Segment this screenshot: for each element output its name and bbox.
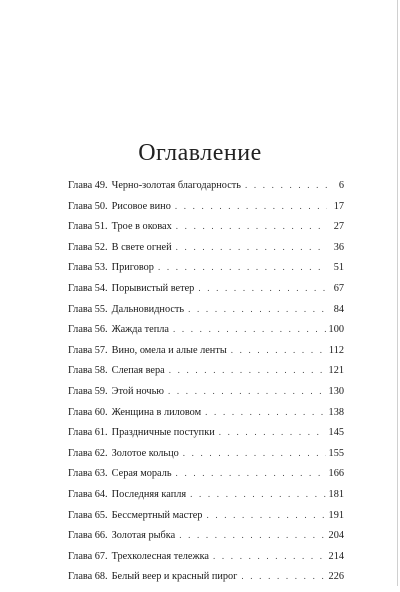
chapter-number: Глава 49. [68, 180, 108, 191]
toc-entry [68, 386, 344, 407]
chapter-number: Глава 57. [68, 344, 108, 356]
chapter-number: Глава 63. [68, 468, 108, 480]
toc-entry [68, 468, 344, 489]
toc-entry [68, 530, 344, 551]
chapter-title: Бессмертный мастер [111, 509, 203, 521]
chapter-title: Женщина в лиловом [111, 406, 202, 418]
chapter-title: Трехколесная тележка [111, 550, 209, 562]
page-number: 100 [328, 324, 344, 336]
toc-entry [68, 551, 344, 572]
dot-leader [175, 201, 327, 211]
chapter-number: Глава 50. [68, 200, 108, 212]
page-number: 36 [333, 241, 344, 253]
chapter-number: Глава 62. [68, 447, 108, 459]
chapter-number: Глава 55. [68, 303, 108, 315]
dot-leader [241, 571, 325, 581]
chapter-title: Золотая рыбка [111, 530, 176, 542]
chapter-title: Порывистый ветер [111, 282, 195, 294]
chapter-title: Рисовое вино [111, 200, 171, 212]
page-number: 112 [328, 344, 344, 356]
toc-entry [68, 571, 344, 592]
dot-leader [188, 304, 327, 314]
page-number: 84 [333, 303, 344, 315]
chapter-title: Последняя капля [111, 488, 187, 500]
dot-leader [176, 242, 327, 252]
toc-entry [68, 407, 344, 428]
chapter-number: Глава 67. [68, 550, 108, 562]
toc-entry [68, 365, 344, 386]
page-number: 6 [338, 180, 344, 191]
chapter-number: Глава 59. [68, 385, 108, 397]
page-title: Оглавление [138, 140, 262, 167]
page-number: 130 [328, 385, 344, 397]
dot-leader [190, 489, 325, 499]
chapter-number: Глава 51. [68, 221, 108, 233]
dot-leader [168, 386, 326, 396]
dot-leader [219, 427, 326, 437]
toc-entry [68, 201, 344, 222]
page-number: 181 [328, 488, 344, 500]
dot-leader [231, 345, 326, 355]
chapter-title: Вино, омела и алые ленты [111, 344, 227, 356]
chapter-title: Этой ночью [111, 385, 164, 397]
toc-entry [68, 262, 344, 283]
page-number: 27 [333, 221, 344, 233]
dot-leader [183, 448, 326, 458]
page-number: 51 [333, 262, 344, 274]
toc-entry [68, 448, 344, 469]
dot-leader [158, 262, 327, 272]
toc-entry [68, 324, 344, 345]
dot-leader [169, 365, 326, 375]
chapter-number: Глава 60. [68, 406, 108, 418]
chapter-title: Золотое кольцо [111, 447, 179, 459]
dot-leader [176, 468, 326, 478]
chapter-title: Праздничные поступки [111, 427, 215, 439]
chapter-title: Жажда тепла [111, 324, 169, 336]
toc-entry [68, 510, 344, 531]
dot-leader [213, 551, 326, 561]
page-number: 214 [328, 550, 344, 562]
chapter-number: Глава 65. [68, 509, 108, 521]
chapter-title: Белый веер и красный пирог [111, 571, 238, 583]
page-number: 67 [333, 282, 344, 294]
chapter-number: Глава 66. [68, 530, 108, 542]
chapter-title: В свете огней [111, 241, 172, 253]
chapter-title: Черно-золотая благодарность [111, 180, 241, 191]
page-number: 226 [328, 571, 344, 583]
chapter-number: Глава 58. [68, 365, 108, 377]
toc-entry [68, 489, 344, 510]
page-number: 17 [333, 200, 344, 212]
dot-leader [176, 221, 327, 231]
dot-leader [206, 510, 325, 520]
chapter-title: Приговор [111, 262, 154, 274]
page-number: 166 [328, 468, 344, 480]
dot-leader [198, 283, 327, 293]
toc-entry [68, 427, 344, 448]
chapter-number: Глава 53. [68, 262, 108, 274]
chapter-number: Глава 64. [68, 488, 108, 500]
page-number: 191 [328, 509, 344, 521]
table-of-contents [68, 180, 344, 592]
chapter-title: Трое в оковах [111, 221, 172, 233]
toc-entry [68, 242, 344, 263]
dot-leader [245, 180, 327, 190]
page-number: 121 [328, 365, 344, 377]
toc-entry [68, 304, 344, 325]
chapter-number: Глава 52. [68, 241, 108, 253]
page-number: 155 [328, 447, 344, 459]
chapter-number: Глава 56. [68, 324, 108, 336]
dot-leader [205, 407, 325, 417]
page-number: 138 [328, 406, 344, 418]
dot-leader [173, 324, 326, 334]
toc-entry [68, 345, 344, 366]
chapter-number: Глава 54. [68, 282, 108, 294]
chapter-number: Глава 61. [68, 427, 108, 439]
page-number: 204 [328, 530, 344, 542]
page-number: 145 [328, 427, 344, 439]
toc-entry [68, 283, 344, 304]
toc-entry [68, 180, 344, 201]
chapter-title: Дальновидность [111, 303, 185, 315]
dot-leader [179, 530, 325, 540]
chapter-title: Серая мораль [111, 468, 172, 480]
chapter-title: Слепая вера [111, 365, 165, 377]
toc-entry [68, 221, 344, 242]
chapter-number: Глава 68. [68, 571, 108, 583]
